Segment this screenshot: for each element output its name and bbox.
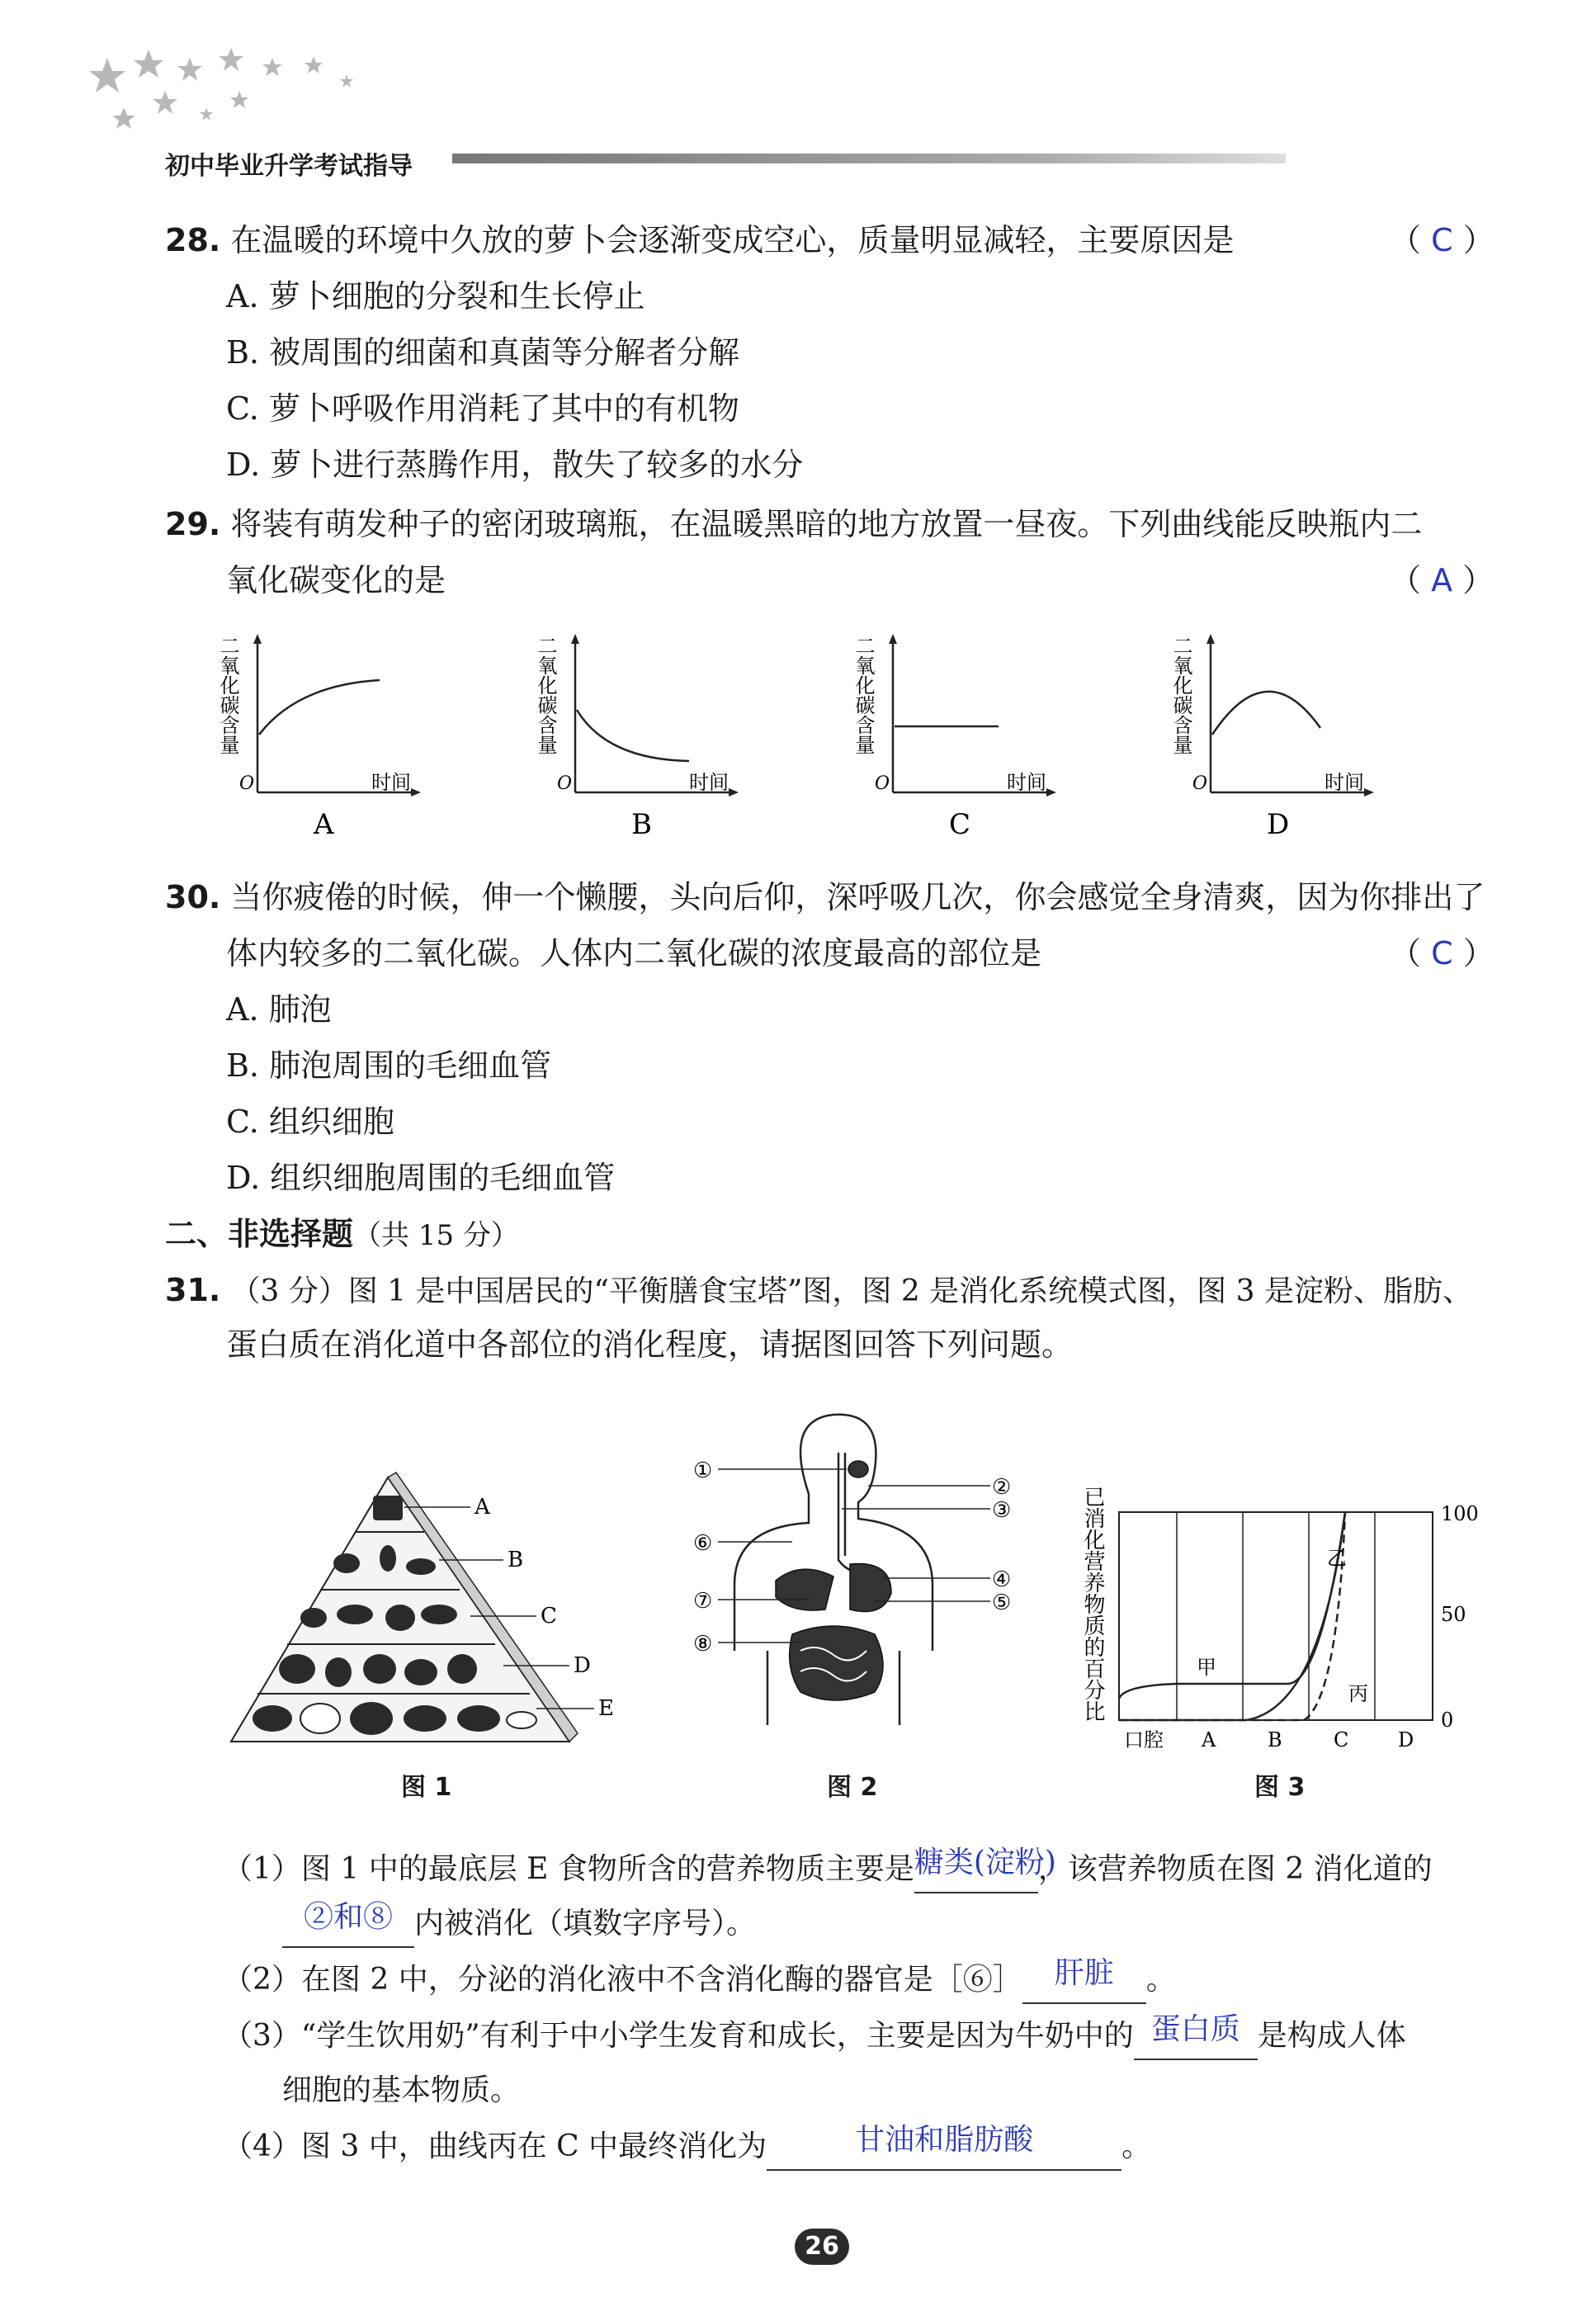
- q29-graph-a-curve: [259, 680, 380, 735]
- q30-option-b: B. 肺泡周围的毛细血管: [226, 1047, 552, 1084]
- q29-graph-b-origin: O: [557, 773, 573, 794]
- q29-graph-c-letter: C: [949, 808, 971, 841]
- fig1-label-a: A: [475, 1495, 490, 1520]
- q29-stem-line1: [165, 500, 1422, 548]
- q31-figure3: [1073, 1477, 1502, 1766]
- sub2-answer: 肝脏: [1054, 1956, 1114, 1990]
- q30-option-c: C. 组织细胞: [226, 1104, 394, 1140]
- q29-graph-c-xlabel: 时间: [1007, 771, 1046, 794]
- header-title: 初中毕业升学考试指导: [165, 152, 413, 181]
- q30-option-a: A. 肺泡: [226, 991, 332, 1028]
- q28-stem-line: [165, 216, 1234, 264]
- q28-number: 28.: [165, 222, 221, 258]
- fig2-label-6: ⑥: [693, 1531, 713, 1556]
- q29-stem1: 将装有萌发种子的密闭玻璃瓶，在温暖黑暗的地方放置一昼夜。下列曲线能反映瓶内二: [230, 506, 1423, 542]
- sub4-text1: （4）图 3 中，曲线丙在 C 中最终消化为: [223, 2130, 767, 2163]
- fig1-label-e: E: [598, 1696, 614, 1721]
- fig3-ytick-0: 0: [1441, 1709, 1454, 1732]
- fig3-ytick-50: 50: [1441, 1603, 1466, 1626]
- fig3-x-b: B: [1268, 1728, 1282, 1751]
- sub4-answer: 甘油和脂肪酸: [855, 2123, 1034, 2157]
- q31-number: 31.: [165, 1272, 221, 1308]
- sub2-number: ⑥: [962, 1963, 993, 1997]
- fig3-label-bing: 丙: [1348, 1682, 1368, 1705]
- sub3-text2: 是构成人体: [1257, 2019, 1406, 2053]
- fig3-label-yi: 乙: [1327, 1547, 1347, 1570]
- q31-stem2: 蛋白质在消化道中各部位的消化程度，请据图回答下列问题。: [226, 1326, 1074, 1363]
- q29-graph-a-origin: O: [239, 773, 255, 794]
- q29-graph-a-ylabel: 二氧化碳含量: [216, 636, 239, 754]
- q30-answer-box: （ C ）: [1390, 935, 1494, 971]
- q28-option-a: A. 萝卜细胞的分裂和生长停止: [226, 278, 645, 314]
- fig2-label-3: ③: [992, 1498, 1012, 1523]
- section2-heading: [165, 1210, 519, 1260]
- q29-graph-d: [1169, 634, 1374, 841]
- q29-graph-a-letter: A: [314, 808, 334, 841]
- fig2-caption: 图 2: [827, 1773, 878, 1802]
- q29-graph-b-curve: [577, 710, 689, 761]
- sub1-text3: 内被消化（填数字序号）。: [414, 1907, 757, 1940]
- fig2-label-2: ②: [992, 1475, 1012, 1500]
- fig3-x-c: C: [1334, 1728, 1349, 1751]
- q28-option-b: B. 被周围的细菌和真菌等分解者分解: [226, 334, 740, 371]
- fig2-label-5: ⑤: [992, 1591, 1012, 1615]
- fig2-label-4: ④: [992, 1567, 1012, 1592]
- q29-graph-d-xlabel: 时间: [1324, 771, 1364, 794]
- q29-graph-b-xlabel: 时间: [689, 771, 729, 794]
- sub1-answer1: 糖类(淀粉): [914, 1846, 1056, 1879]
- fig3-curve-jia: [1119, 1512, 1345, 1699]
- sub3-answer: 蛋白质: [1150, 2012, 1240, 2046]
- sub1-blank1[interactable]: [914, 1846, 1056, 1893]
- fig3-label-jia: 甲: [1197, 1656, 1216, 1679]
- page-number: 26: [795, 2229, 849, 2265]
- q31-figure1: [223, 1461, 635, 1816]
- fig3-ytick-100: 100: [1441, 1502, 1479, 1525]
- sub4-blank[interactable]: [767, 2123, 1121, 2171]
- q29-answer: A: [1431, 562, 1453, 598]
- q29-number: 29.: [165, 506, 221, 542]
- q31-sub3-line1: [223, 2012, 1406, 2060]
- q29-graphs: [216, 627, 1411, 858]
- q30-stem-line1: [165, 873, 1485, 921]
- q29-graph-d-curve: [1212, 692, 1320, 735]
- q30-answer: C: [1431, 935, 1453, 971]
- q28-answer: C: [1431, 222, 1453, 258]
- fig2-label-1: ①: [693, 1458, 713, 1483]
- sub3-blank[interactable]: [1134, 2012, 1258, 2060]
- q28-answer-box: （ C ）: [1390, 222, 1494, 258]
- sub3-text1: （3）“学生饮用奶”有利于中小学生发育和成长，主要是因为牛奶中的: [223, 2019, 1134, 2053]
- q29-stem2: 氧化碳变化的是: [226, 562, 446, 598]
- q29-graph-b-ylabel: 二氧化碳含量: [534, 636, 557, 754]
- q29-graph-d-letter: D: [1267, 808, 1290, 841]
- q31-sub1-line1: [223, 1846, 1433, 1893]
- sub2-text3: 。: [1145, 1963, 1176, 1997]
- q29-graph-b-letter: B: [631, 808, 652, 841]
- sub2-text1: （2）在图 2 中，分泌的消化液中不含消化酶的器官是［: [223, 1963, 963, 1997]
- q31-figure2: [685, 1403, 1032, 1750]
- fig3-x-a: A: [1202, 1728, 1216, 1751]
- q30-number: 30.: [165, 879, 221, 915]
- sub2-text2: ］: [992, 1963, 1022, 1997]
- q29-graph-b: [534, 634, 739, 841]
- q30-option-d: D. 组织细胞周围的毛细血管: [226, 1160, 616, 1196]
- fig2-label-7: ⑦: [693, 1589, 713, 1614]
- q29-graph-c: [852, 634, 1056, 841]
- fig3-curve-yi: [1119, 1512, 1345, 1720]
- sub1-text1: （1）图 1 中的最底层 E 食物所含的营养物质主要是: [223, 1852, 914, 1886]
- section2-score: （共 15 分）: [353, 1219, 519, 1252]
- fig1-label-c: C: [541, 1604, 557, 1628]
- sub1-answer2: ②和⑧: [303, 1900, 393, 1934]
- q29-answer-box: （ A ）: [1390, 562, 1494, 598]
- q28-option-d: D. 萝卜进行蒸腾作用，散失了较多的水分: [226, 447, 804, 483]
- q30-stem2: 体内较多的二氧化碳。人体内二氧化碳的浓度最高的部位是: [226, 935, 1042, 971]
- q29-graph-a: [216, 634, 421, 841]
- sub1-text2: ，该营养物质在图 2 消化道的: [1037, 1852, 1433, 1886]
- fig1-caption: 图 1: [401, 1773, 452, 1802]
- q29-graph-d-origin: O: [1192, 773, 1208, 794]
- fig3-curve-bing: [1119, 1512, 1345, 1720]
- header-stars-decoration: [74, 25, 503, 157]
- header-rule: [452, 154, 1286, 163]
- fig3-ylabel: 已消化营养物质的百分比: [1080, 1486, 1105, 1722]
- fig1-label-d: D: [574, 1653, 591, 1678]
- q28-stem: 在温暖的环境中久放的萝卜会逐渐变成空心，质量明显减轻，主要原因是: [230, 222, 1235, 258]
- q31-sub4-line: [223, 2123, 1151, 2171]
- fig3-x-d: D: [1398, 1728, 1414, 1751]
- q31-stem1: （3 分）图 1 是中国居民的“平衡膳食宝塔”图，图 2 是消化系统模式图，图 3 是淀粉、脂肪、: [230, 1274, 1472, 1308]
- fig3-caption: 图 3: [1254, 1773, 1306, 1802]
- section2-title: 二、非选择题: [165, 1216, 354, 1252]
- sub1-blank2[interactable]: [282, 1900, 414, 1948]
- q29-graph-c-ylabel: 二氧化碳含量: [852, 636, 875, 754]
- sub2-blank[interactable]: [1022, 1956, 1146, 2004]
- fig1-label-b: B: [508, 1548, 524, 1572]
- sub4-text2: 。: [1121, 2130, 1152, 2163]
- q30-stem1: 当你疲倦的时候，伸一个懒腰，头向后仰，深呼吸几次，你会感觉全身清爽，因为你排出了: [230, 879, 1485, 915]
- q31-sub3-line2: 细胞的基本物质。: [282, 2073, 521, 2107]
- q31-stem-line1: [165, 1266, 1472, 1316]
- fig2-label-8: ⑧: [693, 1632, 713, 1657]
- q29-graph-c-origin: O: [875, 773, 890, 794]
- q29-graph-a-xlabel: 时间: [371, 771, 411, 794]
- q31-sub2-line: [223, 1956, 1176, 2004]
- q28-option-c: C. 萝卜呼吸作用消耗了其中的有机物: [226, 390, 739, 427]
- fig3-x-oral: 口腔: [1124, 1728, 1164, 1751]
- q29-graph-d-ylabel: 二氧化碳含量: [1169, 636, 1192, 754]
- q31-sub1-line2: [282, 1900, 756, 1948]
